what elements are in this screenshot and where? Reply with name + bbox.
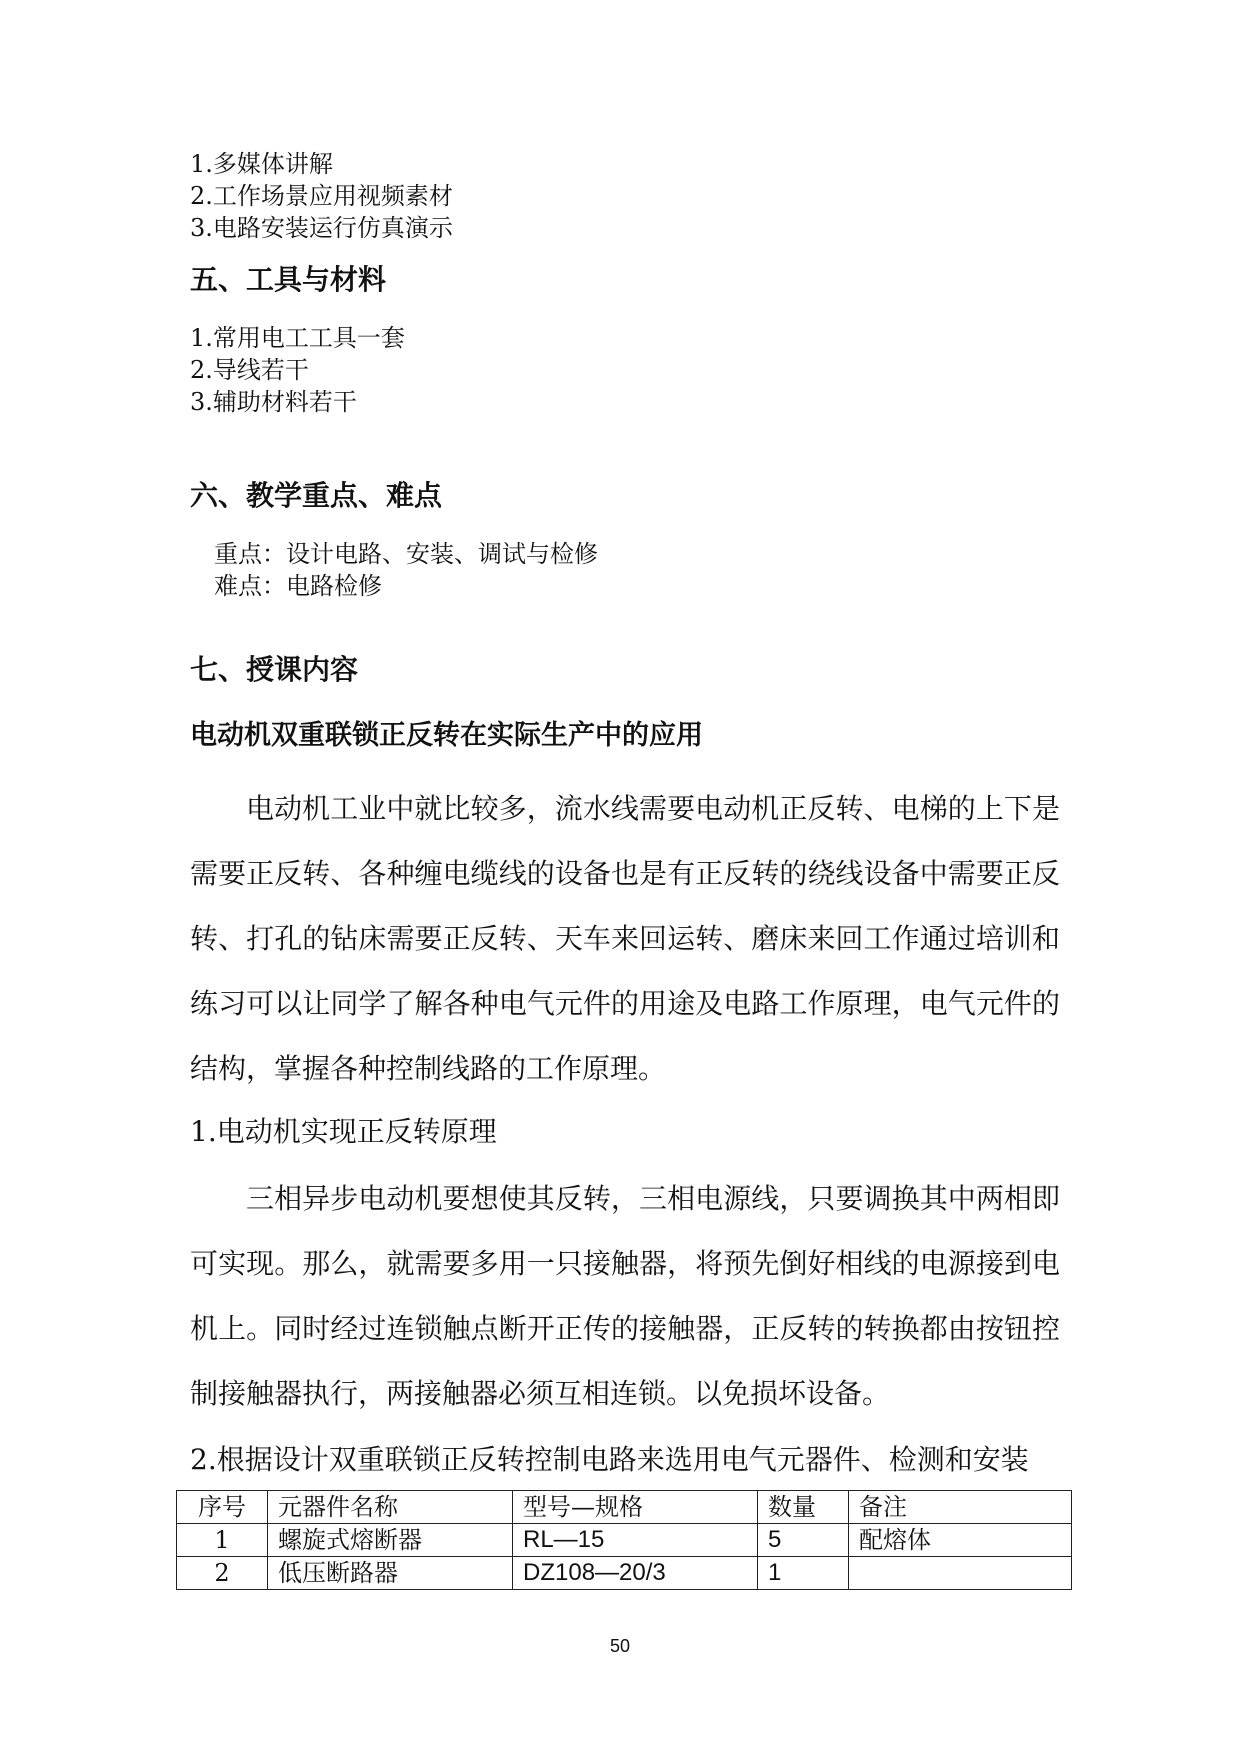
point1-title: 1.电动机实现正反转原理 [190, 1115, 497, 1148]
media-list [190, 148, 1060, 244]
list-item: 3.电路安装运行仿真演示 [190, 214, 453, 242]
content-subtitle: 电动机双重联锁正反转在实际生产中的应用 [190, 720, 703, 751]
list-item: 1.多媒体讲解 [190, 150, 333, 178]
key-points [214, 538, 1084, 602]
section-heading-content: 七、授课内容 [190, 653, 359, 686]
table-cell [849, 1557, 1072, 1590]
table-cell: 低压断路器 [268, 1557, 513, 1590]
tools-list [190, 322, 1060, 418]
section-heading-tools: 五、工具与材料 [190, 263, 387, 296]
table-cell: DZ108—20/3 [513, 1557, 758, 1590]
list-item: 2.导线若干 [190, 356, 309, 384]
intro-paragraph: 电动机工业中就比较多，流水线需要电动机正反转、电梯的上下是需要正反转、各种缠电缆线的设备也是有正反转的绕线设备中需要正反转、打孔的钻床需要正反转、天车来回运转、磨床来回工作通过培训和练习可以让同学了解各种电气元件的用途及电路工作原理，电气元件的结构，掌握各种控制线路的工作原理。 [190, 792, 1060, 1085]
key-point: 重点：设计电路、安装、调试与检修 [214, 540, 598, 568]
point2-title: 2.根据设计双重联锁正反转控制电路来选用电气元器件、检测和安装 [190, 1443, 1029, 1476]
table-cell: 1 [177, 1524, 268, 1557]
table-cell: 配熔体 [849, 1524, 1072, 1557]
table-header-cell: 备注 [849, 1491, 1072, 1524]
table-cell: 1 [758, 1557, 849, 1590]
difficult-point: 难点：电路检修 [214, 572, 382, 600]
list-item: 3.辅助材料若干 [190, 388, 357, 416]
table-cell: 螺旋式熔断器 [268, 1524, 513, 1557]
table-header-cell: 元器件名称 [268, 1491, 513, 1524]
table-header-cell: 型号—规格 [513, 1491, 758, 1524]
components-table [176, 1490, 1072, 1590]
table-header-cell: 序号 [177, 1491, 268, 1524]
table-cell: RL—15 [513, 1524, 758, 1557]
table-header-cell: 数量 [758, 1491, 849, 1524]
section-heading-key-points: 六、教学重点、难点 [190, 479, 443, 512]
point1-paragraph: 三相异步电动机要想使其反转，三相电源线，只要调换其中两相即可实现。那么，就需要多用一只接触器，将预先倒好相线的电源接到电机上。同时经过连锁触点断开正传的接触器，正反转的转换都由按钮控制接触器执行，两接触器必须互相连锁。以免损坏设备。 [190, 1182, 1060, 1410]
table-cell: 5 [758, 1524, 849, 1557]
table-header-row [177, 1491, 1072, 1524]
table-row [177, 1557, 1072, 1590]
page-number: 50 [609, 1636, 631, 1656]
table-cell: 2 [177, 1557, 268, 1590]
list-item: 2.工作场景应用视频素材 [190, 182, 453, 210]
table-row [177, 1524, 1072, 1557]
list-item: 1.常用电工工具一套 [190, 324, 405, 352]
